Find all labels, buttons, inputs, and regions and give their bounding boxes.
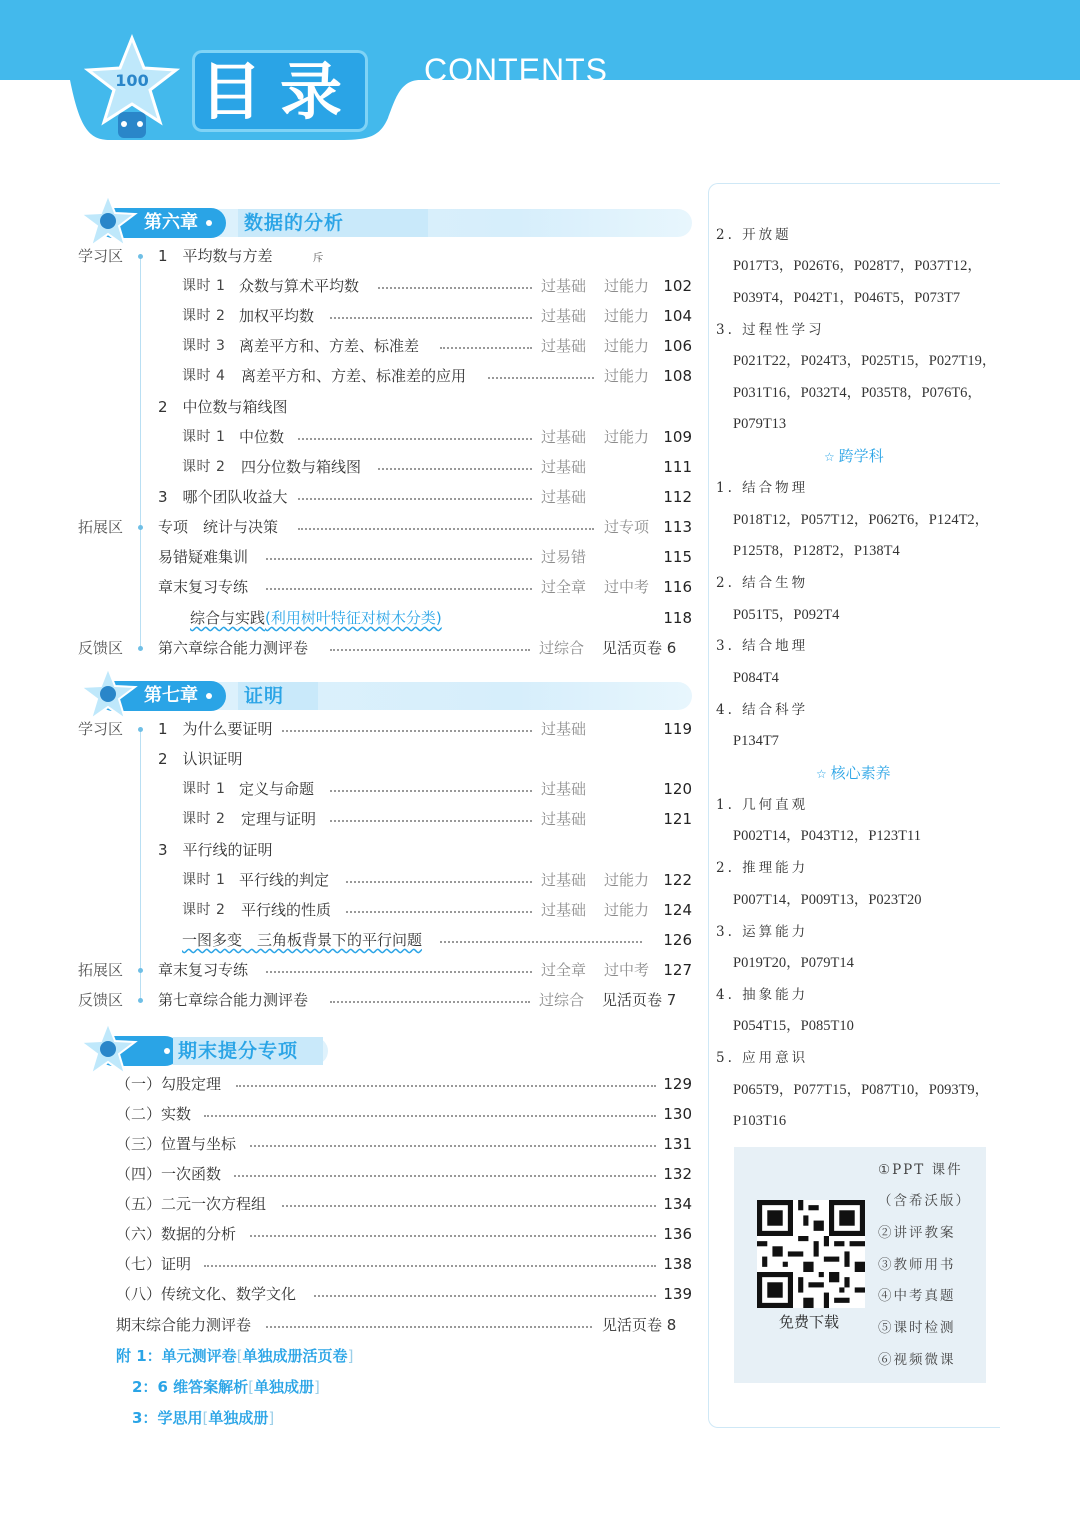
chapter7-rail xyxy=(140,731,141,1001)
leader-dots xyxy=(298,528,594,530)
chapter6-rail xyxy=(140,258,141,650)
final-item[interactable]: （八）传统文化、数学文化 xyxy=(116,1285,297,1303)
tag-special: 过专项 xyxy=(604,518,650,536)
qr-code[interactable] xyxy=(757,1200,865,1308)
leader-dots xyxy=(330,790,532,792)
tag-chapter: 过全章 xyxy=(541,961,587,979)
lesson-number: 课时 1 xyxy=(182,429,226,445)
index-heading: 2. 结合生物 xyxy=(716,575,809,591)
bullet xyxy=(138,525,143,530)
tag-basic: 过基础 xyxy=(541,780,587,798)
star-icon: ☆ xyxy=(816,767,831,781)
final-banner[interactable] xyxy=(78,1033,328,1067)
lesson-title[interactable]: 众数与算术平均数 xyxy=(239,277,360,295)
lesson-number: 课时 4 xyxy=(182,368,226,384)
bullet xyxy=(138,968,143,973)
page-number: 102 xyxy=(663,277,692,295)
lesson-title[interactable]: 四分位数与箱线图 xyxy=(241,458,362,476)
page-number: 106 xyxy=(663,337,692,355)
leader-dots xyxy=(236,1085,656,1087)
final-item[interactable]: （六）数据的分析 xyxy=(116,1225,237,1243)
logo-text: 100 xyxy=(115,71,149,90)
lesson-number: 课时 1 xyxy=(182,781,226,797)
tag-ability: 过能力 xyxy=(604,337,650,355)
tag-ability: 过能力 xyxy=(604,901,650,919)
final-name: 期末提分专项 xyxy=(178,1040,299,1062)
page-number: 121 xyxy=(663,810,692,828)
lesson-title[interactable]: 离差平方和、方差、标准差的应用 xyxy=(241,367,467,385)
zone-study: 学习区 xyxy=(78,247,124,265)
resource-item: ③教师用书 xyxy=(878,1257,956,1273)
core-literacy-heading: ☆ 核心素养 xyxy=(816,762,891,785)
leader-dots xyxy=(378,287,532,289)
page-number: 131 xyxy=(663,1135,692,1153)
leader-dots xyxy=(330,820,532,822)
index-refs: P031T16，P032T4，P035T8，P076T6， xyxy=(733,385,982,401)
leader-dots xyxy=(266,1326,592,1328)
page-number: 126 xyxy=(663,931,692,949)
index-refs: P065T9，P077T15，P087T10，P093T9， xyxy=(733,1082,990,1098)
page-number: 104 xyxy=(663,307,692,325)
tag-basic: 过基础 xyxy=(541,428,587,446)
tag-ability: 过能力 xyxy=(604,307,650,325)
leader-dots xyxy=(298,438,532,440)
zone-feedback: 反馈区 xyxy=(78,639,124,657)
index-refs: P054T15，P085T10 xyxy=(733,1018,854,1034)
lesson-number: 课时 2 xyxy=(182,308,226,324)
zone-feedback: 反馈区 xyxy=(78,991,124,1009)
star-icon xyxy=(78,193,138,249)
index-heading: 2. 推理能力 xyxy=(716,860,809,876)
index-refs: P007T14，P009T13，P023T20 xyxy=(733,892,922,908)
tag-ability: 过能力 xyxy=(604,277,650,295)
leader-dots xyxy=(234,1175,656,1177)
practice-title: 综合与实践 xyxy=(190,609,266,627)
lesson-title[interactable]: 加权平均数 xyxy=(239,307,315,325)
final-item[interactable]: （七）证明 xyxy=(116,1255,192,1273)
tag-basic: 过基础 xyxy=(541,901,587,919)
index-refs: P125T8，P128T2，P138T4 xyxy=(733,543,900,559)
chapter6-name: 数据的分析 xyxy=(244,212,345,234)
page-number: 127 xyxy=(663,961,692,979)
page-subtitle: CONTENTS xyxy=(424,52,608,88)
index-refs: P084T4 xyxy=(733,670,779,686)
zone-study: 学习区 xyxy=(78,720,124,738)
page-number: 118 xyxy=(663,609,692,627)
tag-basic: 过基础 xyxy=(541,307,587,325)
page-title: 目录 xyxy=(200,55,361,128)
chapter6-banner[interactable] xyxy=(78,205,692,239)
chapter-review[interactable]: 章末复习专练 xyxy=(158,578,249,596)
worksheet-ref: 见活页卷 6 xyxy=(602,639,677,657)
bullet xyxy=(138,998,143,1003)
index-heading: 2. 开放题 xyxy=(716,227,792,243)
index-refs: P051T5，P092T4 xyxy=(733,607,840,623)
lesson-title[interactable]: 定理与证明 xyxy=(241,810,317,828)
lesson-number: 课时 2 xyxy=(182,459,226,475)
index-refs: P039T4，P042T1，P046T5，P073T7 xyxy=(733,290,961,306)
page-number: 113 xyxy=(663,518,692,536)
tag-errors: 过易错 xyxy=(541,548,587,566)
chapter7-banner[interactable] xyxy=(78,678,692,712)
tag-basic: 过基础 xyxy=(541,720,587,738)
chapter6-label: 第六章 xyxy=(144,212,198,233)
page-number: 115 xyxy=(663,548,692,566)
page-number: 112 xyxy=(663,488,692,506)
page-number: 122 xyxy=(663,871,692,889)
final-item[interactable]: （五）二元一次方程组 xyxy=(116,1195,267,1213)
zone-extend: 拓展区 xyxy=(78,961,124,979)
tag-basic: 过基础 xyxy=(541,277,587,295)
bullet xyxy=(138,254,143,259)
index-refs: P079T13 xyxy=(733,416,787,432)
index-refs: P134T7 xyxy=(733,733,779,749)
index-refs: P017T3，P026T6，P028T7，P037T12， xyxy=(733,258,982,274)
qr-caption: 免费下载 xyxy=(779,1313,840,1331)
index-heading: 3. 运算能力 xyxy=(716,924,809,940)
chapter-review[interactable]: 章末复习专练 xyxy=(158,961,249,979)
practice-item[interactable] xyxy=(190,607,442,629)
tag-comprehensive: 过综合 xyxy=(539,991,585,1009)
tag-chapter: 过全章 xyxy=(541,578,587,596)
final-item[interactable]: （二）实数 xyxy=(116,1105,192,1123)
tag-basic: 过基础 xyxy=(541,488,587,506)
appendix-item[interactable]: 2：6 维答案解析[单独成册] xyxy=(132,1378,320,1396)
final-test[interactable]: 期末综合能力测评卷 xyxy=(116,1316,252,1334)
tag-basic: 过基础 xyxy=(541,810,587,828)
bullet xyxy=(138,646,143,651)
lesson-number: 课时 1 xyxy=(182,872,226,888)
resource-item: ④中考真题 xyxy=(878,1288,956,1304)
tag-basic: 过基础 xyxy=(541,458,587,476)
lesson-title[interactable]: 离差平方和、方差、标准差 xyxy=(239,337,420,355)
lesson-title[interactable]: 中位数 xyxy=(239,428,285,446)
practice-note: (利用树叶特征对树木分类) xyxy=(265,609,442,627)
index-heading: 3. 结合地理 xyxy=(716,638,809,654)
chapter7-name: 证明 xyxy=(244,685,285,707)
chapter-test[interactable]: 第六章综合能力测评卷 xyxy=(158,639,309,657)
index-refs: P021T22，P024T3，P025T15，P027T19， xyxy=(733,353,997,369)
leader-dots xyxy=(330,649,530,651)
page-number: 109 xyxy=(663,428,692,446)
leader-dots xyxy=(378,468,532,470)
lesson-title[interactable]: 平行线的判定 xyxy=(239,871,330,889)
resource-item: ⑤课时检测 xyxy=(878,1320,956,1336)
variant-item[interactable]: 一图多变 三角板背景下的平行问题 xyxy=(182,931,423,949)
leader-dots xyxy=(204,1265,656,1267)
index-heading: 5. 应用意识 xyxy=(716,1050,809,1066)
lesson-number: 课时 2 xyxy=(182,902,226,918)
lesson-number: 课时 3 xyxy=(182,338,226,354)
leader-dots xyxy=(204,1115,656,1117)
section-title[interactable]: 2 中位数与箱线图 xyxy=(158,398,288,416)
index-heading: 1. 结合物理 xyxy=(716,480,809,496)
index-refs: P002T14，P043T12，P123T11 xyxy=(733,828,921,844)
index-refs: P103T16 xyxy=(733,1113,787,1129)
lesson-title[interactable]: 平行线的性质 xyxy=(241,901,332,919)
tag-ability: 过能力 xyxy=(604,428,650,446)
section-title[interactable]: 2 认识证明 xyxy=(158,750,243,768)
special-topic[interactable]: 专项 统计与决策 xyxy=(158,518,279,536)
star-icon: ☆ xyxy=(824,450,839,464)
section-title[interactable]: 3 哪个团队收益大 xyxy=(158,488,288,506)
resource-item: （含希沃版） xyxy=(878,1193,971,1209)
worksheet-ref: 见活页卷 8 xyxy=(602,1316,677,1334)
errors-training[interactable]: 易错疑难集训 xyxy=(158,548,249,566)
worksheet-ref: 见活页卷 7 xyxy=(602,991,677,1009)
final-item[interactable]: （四）一次函数 xyxy=(116,1165,222,1183)
leader-dots xyxy=(330,1001,530,1003)
tag-exam: 过中考 xyxy=(604,961,650,979)
lesson-number: 课时 2 xyxy=(182,811,226,827)
page-number: 138 xyxy=(663,1255,692,1273)
section-title[interactable]: 1 平均数与方差 斥 xyxy=(158,247,324,265)
resource-item: ⑥视频微课 xyxy=(878,1352,956,1368)
bullet xyxy=(138,727,143,732)
leader-dots xyxy=(330,317,532,319)
mascot-logo xyxy=(84,34,180,142)
leader-dots xyxy=(266,971,532,973)
star-icon xyxy=(78,1021,138,1077)
tag-ability: 过能力 xyxy=(604,871,650,889)
page-number: 132 xyxy=(663,1165,692,1183)
tag-ability: 过能力 xyxy=(604,367,650,385)
index-refs: P019T20，P079T14 xyxy=(733,955,854,971)
final-item[interactable]: （三）位置与坐标 xyxy=(116,1135,237,1153)
lesson-number: 课时 1 xyxy=(182,278,226,294)
leader-dots xyxy=(250,1235,656,1237)
appendix-item[interactable]: 附 1：单元测评卷[单独成册活页卷] xyxy=(116,1347,354,1365)
index-heading: 1. 几何直观 xyxy=(716,797,809,813)
leader-dots xyxy=(346,911,532,913)
chapter7-label: 第七章 xyxy=(144,685,198,706)
page-number: 134 xyxy=(663,1195,692,1213)
resource-item: ②讲评教案 xyxy=(878,1225,956,1241)
page-number: 116 xyxy=(663,578,692,596)
tag-basic: 过基础 xyxy=(541,337,587,355)
tag-comprehensive: 过综合 xyxy=(539,639,585,657)
leader-dots xyxy=(346,881,532,883)
leader-dots xyxy=(282,1205,656,1207)
resource-item: ①PPT 课件 xyxy=(878,1162,963,1178)
page-number: 130 xyxy=(663,1105,692,1123)
page-number: 120 xyxy=(663,780,692,798)
lesson-title[interactable]: 定义与命题 xyxy=(239,780,315,798)
index-heading: 4. 抽象能力 xyxy=(716,987,809,1003)
appendix-item[interactable]: 3：学思用[单独成册] xyxy=(132,1409,275,1427)
page-number: 139 xyxy=(663,1285,692,1303)
index-heading: 3. 过程性学习 xyxy=(716,322,825,338)
tag-basic: 过基础 xyxy=(541,871,587,889)
chapter-test[interactable]: 第七章综合能力测评卷 xyxy=(158,991,309,1009)
leader-dots xyxy=(282,730,532,732)
page-number: 124 xyxy=(663,901,692,919)
leader-dots xyxy=(488,377,594,379)
leader-dots xyxy=(266,588,532,590)
leader-dots xyxy=(440,347,532,349)
page-number: 129 xyxy=(663,1075,692,1093)
final-item[interactable]: （一）勾股定理 xyxy=(116,1075,222,1093)
leader-dots xyxy=(440,941,642,943)
leader-dots xyxy=(298,498,532,500)
page-number: 136 xyxy=(663,1225,692,1243)
section-title[interactable]: 1 为什么要证明 xyxy=(158,720,273,738)
cross-subject-heading: ☆ 跨学科 xyxy=(824,445,884,468)
page-number: 111 xyxy=(663,458,692,476)
leader-dots xyxy=(266,558,532,560)
index-refs: P018T12，P057T12，P062T6，P124T2， xyxy=(733,512,990,528)
section-title[interactable]: 3 平行线的证明 xyxy=(158,841,273,859)
section-mark: 斥 xyxy=(312,251,324,264)
page-number: 119 xyxy=(663,720,692,738)
leader-dots xyxy=(314,1295,656,1297)
page-number: 108 xyxy=(663,367,692,385)
index-heading: 4. 结合科学 xyxy=(716,702,809,718)
leader-dots xyxy=(250,1145,656,1147)
star-icon xyxy=(78,666,138,722)
tag-exam: 过中考 xyxy=(604,578,650,596)
zone-extend: 拓展区 xyxy=(78,518,124,536)
